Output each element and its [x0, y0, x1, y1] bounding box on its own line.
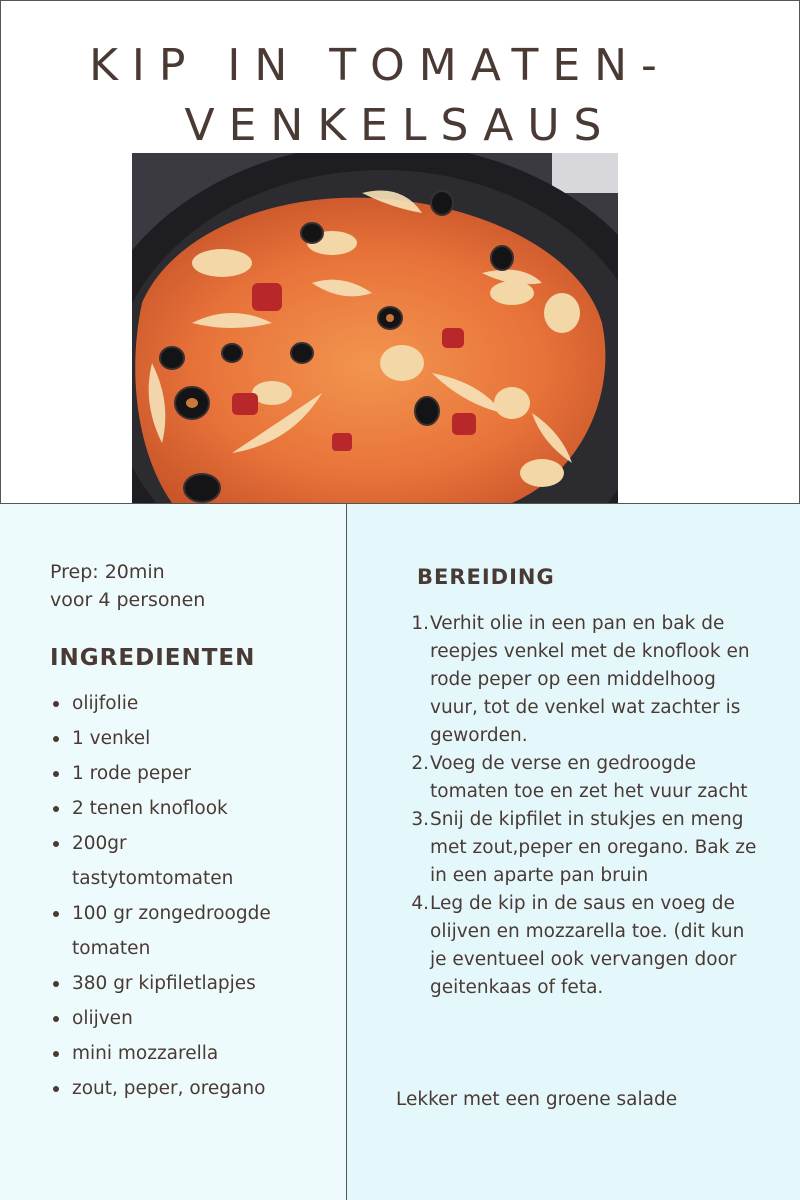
step-text: Voeg de verse en gedroogde tomaten toe en zet het vuur zacht: [430, 753, 748, 802]
ingredient-item: 380 gr kipfiletlapjes: [50, 966, 340, 1001]
servings: voor 4 personen: [50, 589, 206, 611]
step-item: [405, 750, 760, 806]
closing-note: Lekker met een groene salade: [396, 1089, 678, 1110]
ingredient-item: olijfolie: [50, 686, 340, 721]
step-item: [405, 890, 760, 1002]
recipe-meta: [50, 558, 205, 614]
ingredient-item: 1 rode peper: [50, 756, 340, 791]
preparation-heading: BEREIDING: [417, 565, 555, 589]
ingredient-item: mini mozzarella: [50, 1036, 340, 1071]
ingredients-list: [50, 686, 340, 1106]
recipe-title-line-1: KIP IN TOMATEN-: [89, 40, 671, 91]
step-text: Verhit olie in een pan en bak de reepjes venkel met de knoflook en rode peper op een middelhoog vuur, tot de venkel wat zachter is geworden.: [430, 613, 750, 746]
step-number: 4.: [411, 893, 429, 914]
ingredient-line: 200gr: [72, 833, 127, 854]
recipe-photo: [132, 153, 618, 503]
recipe-title-line-2: VENKELSAUS: [184, 100, 616, 151]
ingredients-heading: INGREDIENTEN: [50, 645, 256, 671]
step-number: 1.: [411, 613, 429, 634]
ingredient-item: olijven: [50, 1001, 340, 1036]
ingredient-line: 100 gr zongedroogde: [72, 903, 271, 924]
ingredient-line: tastytomtomaten: [72, 868, 234, 889]
preparation-steps: [405, 610, 760, 1002]
ingredient-item: 2 tenen knoflook: [50, 791, 340, 826]
prep-time: Prep: 20min: [50, 561, 165, 583]
step-number: 3.: [411, 809, 429, 830]
step-item: [405, 610, 760, 750]
ingredient-item: [50, 896, 340, 966]
ingredient-line: tomaten: [72, 938, 151, 959]
step-item: [405, 806, 760, 890]
step-text: Leg de kip in de saus en voeg de olijven en mozzarella toe. (dit kun je eventueel ook vervangen door geitenkaas of feta.: [430, 893, 745, 998]
step-number: 2.: [411, 753, 429, 774]
step-text: Snij de kipfilet in stukjes en meng met zout,peper en oregano. Bak ze in een aparte pan bruin: [430, 809, 757, 886]
ingredient-item: [50, 826, 340, 896]
ingredient-item: zout, peper, oregano: [50, 1071, 340, 1106]
ingredient-item: 1 venkel: [50, 721, 340, 756]
